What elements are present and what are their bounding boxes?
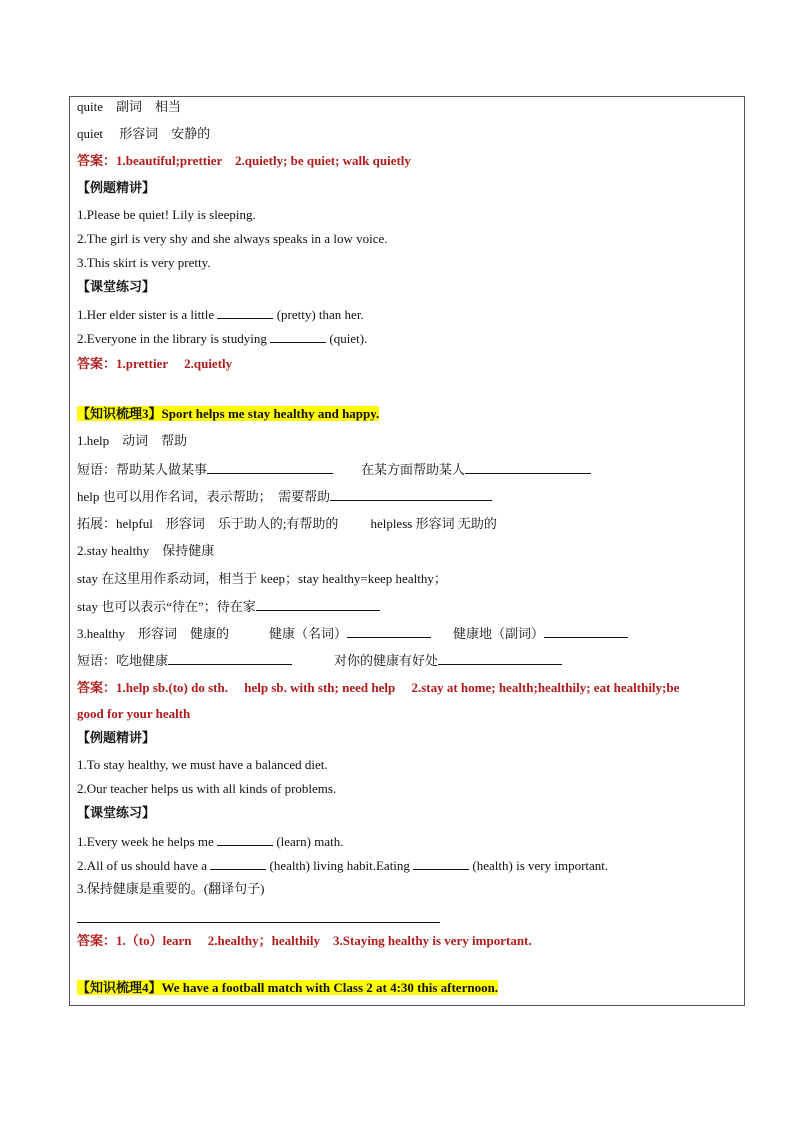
section-knowledge-4: 【知识梳理4】We have a football match with Class 2 at 4:30 this afternoon.: [77, 980, 499, 995]
answer-blank[interactable]: [465, 461, 591, 474]
answer-blank[interactable]: [347, 625, 431, 638]
answer-blank[interactable]: [330, 488, 492, 501]
answer-blank[interactable]: [438, 652, 562, 665]
practice-2-1: 1.Every week he helps me (learn) math.: [77, 834, 344, 849]
phrase-healthy: 短语：吃地健康 对你的健康有好处: [77, 652, 562, 669]
answer-blank[interactable]: [217, 306, 273, 319]
example-2-2: 2.Our teacher helps us with all kinds of problems.: [77, 781, 337, 796]
section-practice-2: 【课堂练习】: [77, 805, 156, 820]
translation-answer-line[interactable]: [77, 922, 440, 923]
answer-blank[interactable]: [413, 857, 469, 870]
answer-1: 答案：1.beautiful;prettier 2.quietly; be quiet; walk quietly: [77, 153, 411, 168]
vocab-help: 1.help 动词 帮助: [77, 433, 188, 448]
practice-1-1: 1.Her elder sister is a little (pretty) than her.: [77, 307, 364, 322]
help-noun: help 也可以用作名词，表示帮助； 需要帮助: [77, 488, 492, 505]
answer-blank[interactable]: [168, 652, 292, 665]
answer-blank[interactable]: [256, 598, 380, 611]
answer-blank[interactable]: [544, 625, 628, 638]
stay-at-home: stay 也可以表示“待在”；待在家: [77, 598, 380, 615]
vocab-quite: quite 副词 相当: [77, 99, 181, 114]
answer-blank[interactable]: [207, 461, 333, 474]
practice-2-2: 2.All of us should have a (health) living habit.Eating (health) is very important.: [77, 858, 609, 873]
vocab-healthy: 3.healthy 形容词 健康的 健康（名词） 健康地（副词）: [77, 625, 628, 642]
section-example-1: 【例题精讲】: [77, 180, 156, 195]
vocab-stay-healthy: 2.stay healthy 保持健康: [77, 543, 215, 558]
section-example-2: 【例题精讲】: [77, 730, 156, 745]
example-2-1: 1.To stay healthy, we must have a balanced diet.: [77, 757, 328, 772]
answer-3-cont: good for your health: [77, 706, 191, 721]
phrase-help: 短语：帮助某人做某事 在某方面帮助某人: [77, 461, 591, 478]
stay-linking-verb: stay 在这里用作系动词，相当于 keep；stay healthy=keep healthy；: [77, 571, 447, 586]
answer-4: 答案：1.（to）learn 2.healthy；healthily 3.Staying healthy is very important.: [77, 933, 532, 948]
section-practice-1: 【课堂练习】: [77, 279, 156, 294]
vocab-quiet: quiet 形容词 安静的: [77, 126, 211, 141]
example-1-3: 3.This skirt is very pretty.: [77, 255, 211, 270]
example-1-2: 2.The girl is very shy and she always speaks in a low voice.: [77, 231, 388, 246]
practice-1-2: 2.Everyone in the library is studying (quiet).: [77, 331, 368, 346]
section-knowledge-3: 【知识梳理3】Sport helps me stay healthy and happy.: [77, 406, 380, 421]
answer-blank[interactable]: [270, 330, 326, 343]
extension-helpful: 拓展：helpful 形容词 乐于助人的;有帮助的 helpless 形容词 无助的: [77, 516, 497, 531]
answer-blank[interactable]: [217, 833, 273, 846]
answer-2: 答案：1.prettier 2.quietly: [77, 356, 233, 371]
example-1-1: 1.Please be quiet! Lily is sleeping.: [77, 207, 256, 222]
practice-2-3: 3.保持健康是重要的。(翻译句子): [77, 881, 265, 896]
answer-blank[interactable]: [210, 857, 266, 870]
answer-3: 答案：1.help sb.(to) do sth. help sb. with sth; need help 2.stay at home; health;healthily; eat healthily;be: [77, 680, 680, 695]
